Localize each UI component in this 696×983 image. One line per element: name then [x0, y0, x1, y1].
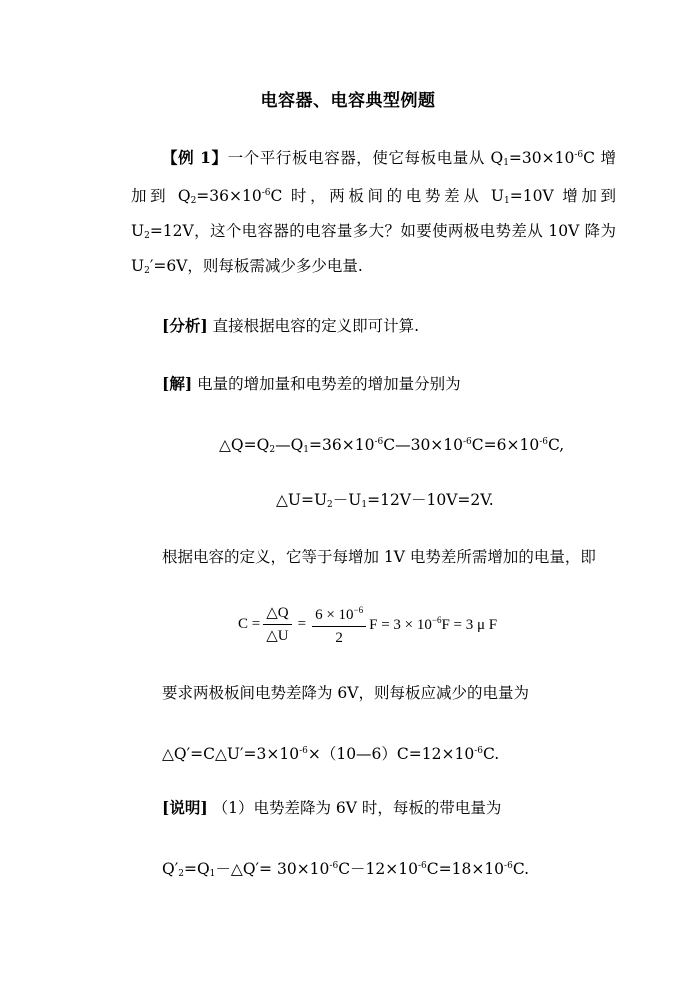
analysis-label: [分析] — [162, 316, 208, 335]
equation-delta-q: $\triangle Q=Q_2—Q_1=36\times 10^{-6}C—30\times 10^{-6}C=6\times 10^{-6}C$, — [219, 436, 565, 455]
analysis-line: [分析] 直接根据电容的定义即可计算. — [162, 316, 420, 335]
equation-q2-prime: $Q'_2=Q_1-\triangle Q'= 30\times 10^{-6}C-12\times 10^{-6}C=18\times 10^{-6}C$. — [162, 860, 530, 879]
fraction-delta: $\frac{\triangle Q}{\triangle U}$ — [263, 604, 291, 645]
equation-delta-q-prime: $\triangle Q'=C\triangle U'=3\times 10^{-6}\times(10—6)C=12\times 10^{-6}C$. — [162, 745, 500, 763]
note-line: [说明] （1）电势差降为 6V 时，每板的带电量为 — [162, 798, 502, 817]
page-title: 电容器、电容典型例题 — [260, 91, 436, 111]
equation-delta-u: $\triangle U=U_2-U_1=12V-10V=2V$. — [276, 491, 494, 510]
formula-lhs: C = — [238, 615, 261, 632]
solution-label: [解] — [162, 374, 193, 393]
requirement-text: 要求两极板间电势差降为 6V，则每板应减少的电量为 — [162, 684, 529, 702]
formula-result: $F = 3 \times 10^{-6}F = 3$ μ F — [369, 614, 498, 633]
note-label: [说明] — [162, 798, 208, 817]
solution-line: [解] 电量的增加量和电势差的增加量分别为 — [162, 374, 461, 393]
definition-text: 根据电容的定义，它等于每增加 1V 电势差所需增加的电量，即 — [162, 548, 596, 566]
capacitance-formula: C = $\frac{\triangle Q}{\triangle U}$ = $\frac{6 \times 10^{-6}}{2}$ $F = 3 \times 10^{-6}F = 3$ μ F — [238, 601, 497, 647]
example-1-paragraph: 【例 1】一个平行板电容器，使它每板电量从 $Q_1=30\times 10^{-6}C$ 增加到 $Q_2=36\times 10^{-6}C$ 时，两板间的电势差从 $U_1=10V$ 增加到 $U_2=12V$，这个电容器的电容量多大？如要使两极电势差从 10V 降为 $U_2'=6V$，则每板需减少多少电量. — [131, 148, 616, 276]
fraction-value: $\frac{6 \times 10^{-6}}{2}$ — [312, 601, 366, 647]
example-label: 【例 1】 — [162, 148, 228, 167]
